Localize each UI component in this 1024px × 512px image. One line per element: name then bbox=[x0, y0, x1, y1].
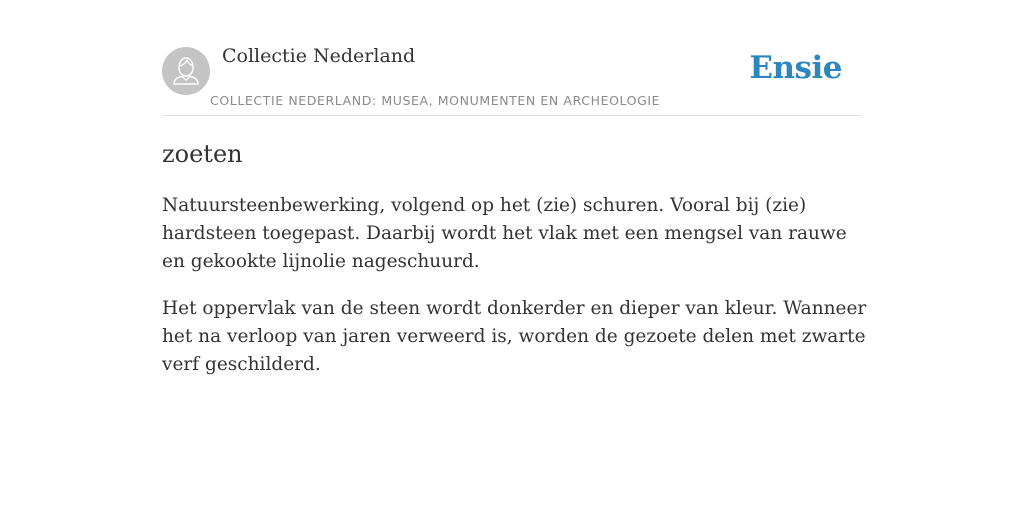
entry-paragraph: Het oppervlak van de steen wordt donkerder en dieper van kleur. Wanneer het na verloop van jaren verweerd is, worden de gezoete delen met zwarte verf geschilderd. bbox=[162, 298, 867, 375]
user-silhouette-icon bbox=[162, 47, 210, 95]
entry-card bbox=[162, 0, 867, 512]
entry-header bbox=[162, 0, 862, 116]
author-avatar[interactable] bbox=[162, 47, 210, 95]
entry-title: zoeten bbox=[162, 140, 243, 168]
author-name[interactable]: Collectie Nederland bbox=[222, 45, 416, 67]
brand-logo[interactable]: Ensie bbox=[749, 50, 842, 86]
collection-name[interactable]: COLLECTIE NEDERLAND: MUSEA, MONUMENTEN EN ARCHEOLOGIE bbox=[210, 93, 661, 108]
entry-body bbox=[162, 192, 868, 398]
entry-paragraph: Natuursteenbewerking, volgend op het (zie) schuren. Vooral bij (zie) hardsteen toegepast. Daarbij wordt het vlak met een mengsel van rauwe en gekookte lijnolie nageschuurd. bbox=[162, 195, 847, 272]
